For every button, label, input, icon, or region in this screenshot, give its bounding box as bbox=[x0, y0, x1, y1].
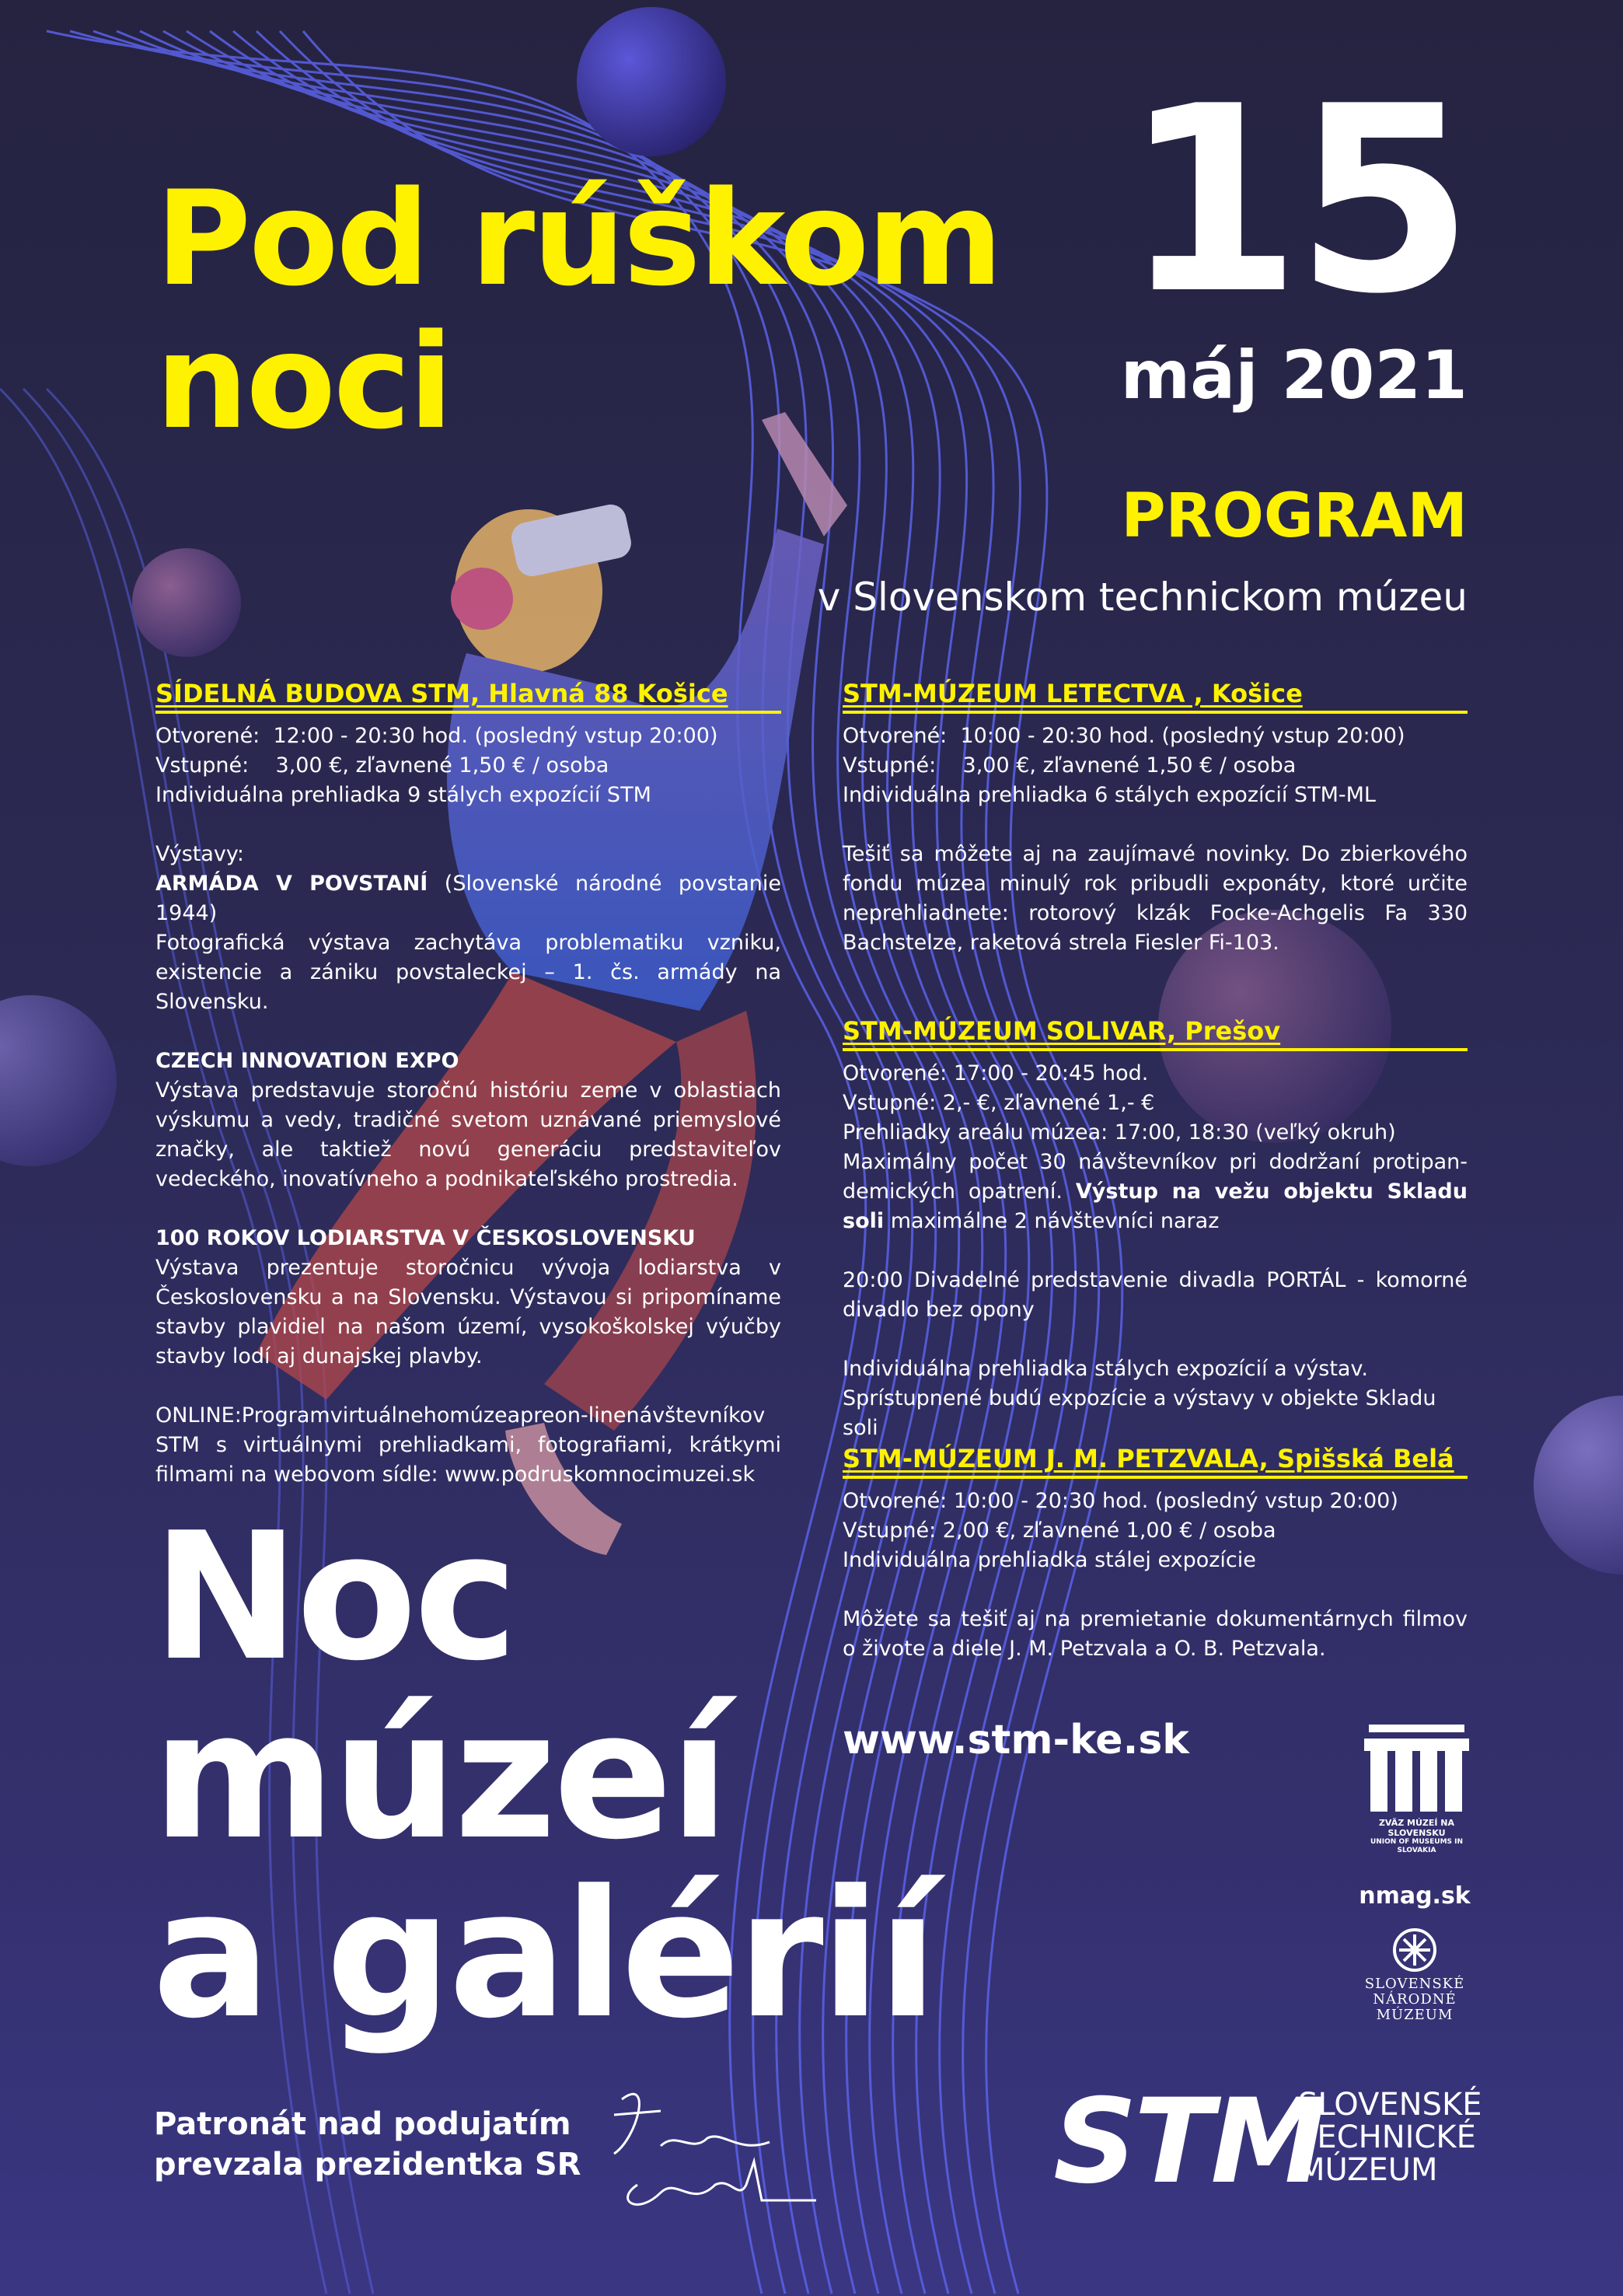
solivar-capacity bbox=[843, 1148, 1468, 1236]
solivar-entry-fee: Vstupné: 2,- €, zľavnené 1,- € bbox=[843, 1091, 1155, 1115]
noc-title-line2: múzeí bbox=[152, 1674, 727, 1878]
program-label: PROGRAM bbox=[1121, 481, 1468, 551]
exhibition1-title-suffix: (Slovenské národné povstanie 1944) bbox=[155, 872, 781, 925]
solivar-theatre: 20:00 Divadelné predstavenie divadla PORTÁL - komorné divadlo bez opony bbox=[843, 1268, 1468, 1322]
letectvo-tour-info: Individuálna prehliadka 6 stálych expozícií STM-ML bbox=[843, 783, 1376, 807]
event-day: 15 bbox=[1122, 51, 1468, 350]
exhibition1-title: ARMÁDA V POVSTANÍ bbox=[155, 872, 428, 896]
exhibition2-text: Výstava predstavuje storočnú históriu zeme v oblastiach výskumu a vedy, tradičné svetom uznávané priemyslové značky, ale taktiež novú generáciu predstaviteľov vedeckého, inovatívneho a podnikateľského prostredia. bbox=[155, 1078, 781, 1191]
exhibition3-title: 100 ROKOV LODIARSTVA V ČESKOSLOVENSKU bbox=[155, 1226, 696, 1250]
section-heading-solivar: STM-MÚZEUM SOLIVAR, Prešov bbox=[843, 1015, 1468, 1051]
patronage-line2: prevzala prezidentka SR bbox=[154, 2147, 581, 2182]
section-heading-petzval: STM-MÚZEUM J. M. PETZVALA, Spišská Belá bbox=[843, 1443, 1468, 1479]
petzval-entry-fee: Vstupné: 2,00 €, zľavnené 1,00 € / osoba bbox=[843, 1518, 1276, 1543]
snm-logo bbox=[1352, 1927, 1477, 2023]
solivar-tower-rest: maximálne 2 návštevníci naraz bbox=[890, 1209, 1220, 1233]
solivar-tour-line1: Individuálna prehliadka stálych expozícií a výstav. bbox=[843, 1357, 1368, 1381]
solivar-capacity-text: Maximálny počet 30 návštevníkov pri dodržaní protipan-demických opatrení. bbox=[843, 1150, 1468, 1204]
solivar-tours: Prehliadky areálu múzea: 17:00, 18:30 (veľký okruh) bbox=[843, 1120, 1396, 1145]
main-tour-info: Individuálna prehliadka 9 stálych expozícií STM bbox=[155, 783, 651, 807]
exhibition3-text: Výstava prezentuje storočnicu vývoja lodiarstva v Československu a na Slovensku. Výstavou si pripomíname stavby plavidiel na našom území, vysokoškolskej výučby stavby lodí aj dunajskej plavby. bbox=[155, 1256, 781, 1368]
stm-logo-name bbox=[1298, 2088, 1482, 2186]
petzval-open-hours: Otvorené: 10:00 - 20:30 hod. (posledný vstup 20:00) bbox=[843, 1489, 1398, 1513]
stm-name-line2: TECHNICKÉ bbox=[1298, 2120, 1476, 2155]
snm-line1: SLOVENSKÉ bbox=[1364, 1976, 1465, 1992]
exhibition1-text: Fotografická výstava zachytáva problematiku vzniku, existencie a zániku povstaleckej – 1. čs. armády na Slovensku. bbox=[155, 931, 781, 1014]
program-subtitle: v Slovenskom technickom múzeu bbox=[817, 575, 1468, 620]
noc-title-line1: Noc bbox=[152, 1495, 515, 1700]
petzval-section bbox=[843, 1443, 1468, 1664]
zms-line1: ZVÄZ MÚZEÍ NA SLOVENSKU bbox=[1378, 1818, 1455, 1838]
zms-logo-icon bbox=[1364, 1725, 1469, 1812]
stm-name-line3: MÚZEUM bbox=[1298, 2152, 1438, 2188]
stm-name-line1: SLOVENSKÉ bbox=[1298, 2087, 1482, 2123]
orb-top bbox=[577, 7, 726, 156]
event-title-line1: Pod rúškom bbox=[155, 163, 1001, 315]
snm-line3: MÚZEUM bbox=[1376, 2007, 1454, 2023]
petzval-tour-info: Individuálna prehliadka stálej expozície bbox=[843, 1548, 1256, 1572]
letectvo-news: Tešiť sa môžete aj na zaujímavé novinky. Do zbierkového fondu múzea minulý rok pribudli exponáty, ktoré určite neprehliadnete: rotorový klzák Focke-Achgelis Fa 330 Bachstelze, raketová strela Fiesler Fi-103. bbox=[843, 842, 1468, 955]
section-heading-main-building: SÍDELNÁ BUDOVA STM, Hlavná 88 Košice bbox=[155, 678, 781, 714]
website-link[interactable]: www.stm-ke.sk bbox=[843, 1717, 1189, 1763]
stm-logo: STM bbox=[1053, 2074, 1324, 2210]
solivar-tower-bold: Výstup na vežu objektu Skladu soli bbox=[843, 1179, 1468, 1233]
letectvo-entry-fee: Vstupné: 3,00 €, zľavnené 1,50 € / osoba bbox=[843, 753, 1297, 778]
section-heading-letectvo: STM-MÚZEUM LETECTVA , Košice bbox=[843, 678, 1468, 714]
orb-left bbox=[132, 548, 241, 657]
solivar-open-hours: Otvorené: 17:00 - 20:45 hod. bbox=[843, 1061, 1149, 1085]
patronage-line1: Patronát nad podujatím bbox=[154, 2106, 571, 2142]
snm-star-icon bbox=[1352, 1927, 1477, 1973]
right-column bbox=[843, 678, 1468, 958]
zms-line2: UNION OF MUSEUMS IN SLOVAKIA bbox=[1370, 1838, 1464, 1854]
orb-far-left bbox=[0, 995, 117, 1166]
zms-logo bbox=[1364, 1725, 1469, 1855]
letectvo-open-hours: Otvorené: 10:00 - 20:30 hod. (posledný vstup 20:00) bbox=[843, 724, 1405, 748]
main-entry-fee: Vstupné: 3,00 €, zľavnené 1,50 € / osoba bbox=[155, 753, 609, 778]
exhibition-army bbox=[155, 869, 781, 928]
noc-title-line3: a galérií bbox=[152, 1853, 935, 2057]
exhibitions-label: Výstavy: bbox=[155, 842, 245, 866]
solivar-section bbox=[843, 1015, 1468, 1443]
main-open-hours: Otvorené: 12:00 - 20:30 hod. (posledný vstup 20:00) bbox=[155, 724, 718, 748]
nmag-link[interactable]: nmag.sk bbox=[1359, 1882, 1471, 1910]
exhibition2-title: CZECH INNOVATION EXPO bbox=[155, 1049, 459, 1073]
president-signature bbox=[591, 2068, 824, 2224]
event-title-line2: noci bbox=[155, 306, 452, 458]
online-text: ONLINE:Programvirtuálnehomúzeapreon-linenávštevníkov STM s virtuálnymi prehliadkami, fotografiami, krátkymi filmami na webovom sídle: www.podruskomnocimuzei.sk bbox=[155, 1403, 781, 1487]
solivar-tour-line2: Sprístupnené budú expozície a výstavy v objekte Skladu soli bbox=[843, 1386, 1436, 1440]
snm-line2: NÁRODNÉ bbox=[1373, 1991, 1457, 2008]
petzval-films: Môžete sa tešiť aj na premietanie dokumentárnych filmov o živote a diele J. M. Petzvala a O. B. Petzvala. bbox=[843, 1607, 1468, 1661]
orb-far-right bbox=[1534, 1396, 1623, 1574]
event-month-year: máj 2021 bbox=[1120, 337, 1468, 414]
left-column bbox=[155, 678, 781, 1490]
